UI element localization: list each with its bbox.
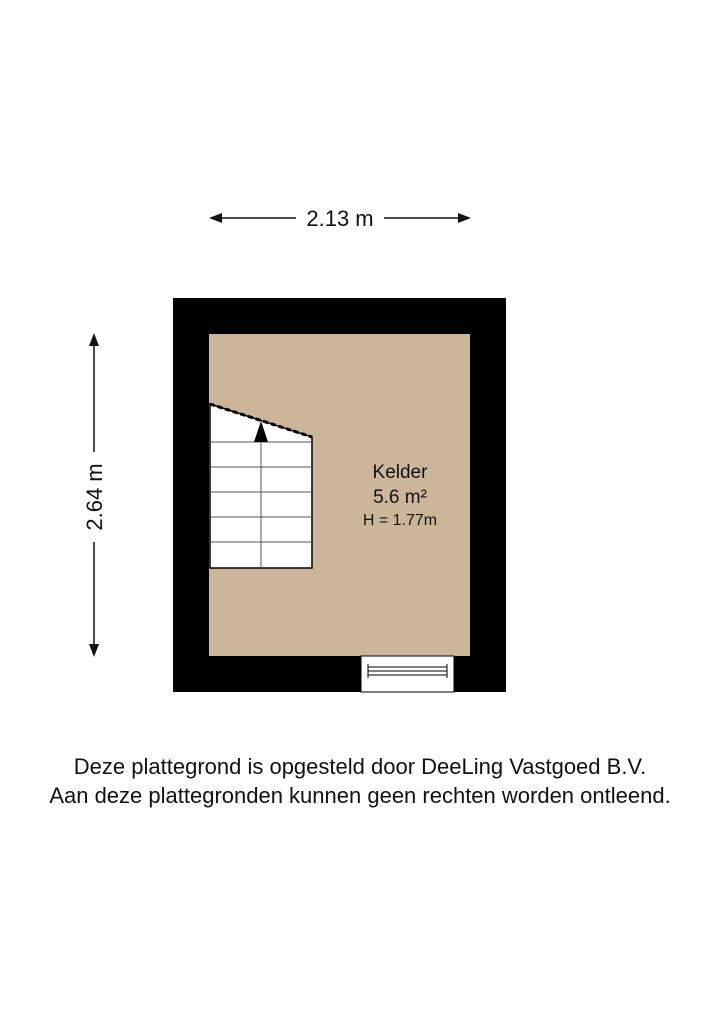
arrow-down-icon: [89, 644, 99, 657]
window-opening: [361, 656, 454, 692]
disclaimer-line-1: Deze plattegrond is opgesteld door DeeLing Vastgoed B.V.: [73, 754, 647, 779]
room-height: H = 1.77m: [362, 512, 438, 529]
disclaimer-line-2: Aan deze plattegronden kunnen geen rechten worden ontleend.: [49, 783, 671, 808]
width-dimension: [209, 206, 471, 231]
arrow-left-icon: [209, 213, 222, 223]
arrow-up-icon: [89, 333, 99, 346]
height-label: 2.64 m: [82, 463, 107, 531]
height-dimension: [82, 333, 107, 657]
room-area: 5.6 m²: [373, 487, 427, 508]
arrow-right-icon: [458, 213, 471, 223]
width-label: 2.13 m: [306, 206, 374, 231]
room-name: Kelder: [372, 462, 428, 483]
